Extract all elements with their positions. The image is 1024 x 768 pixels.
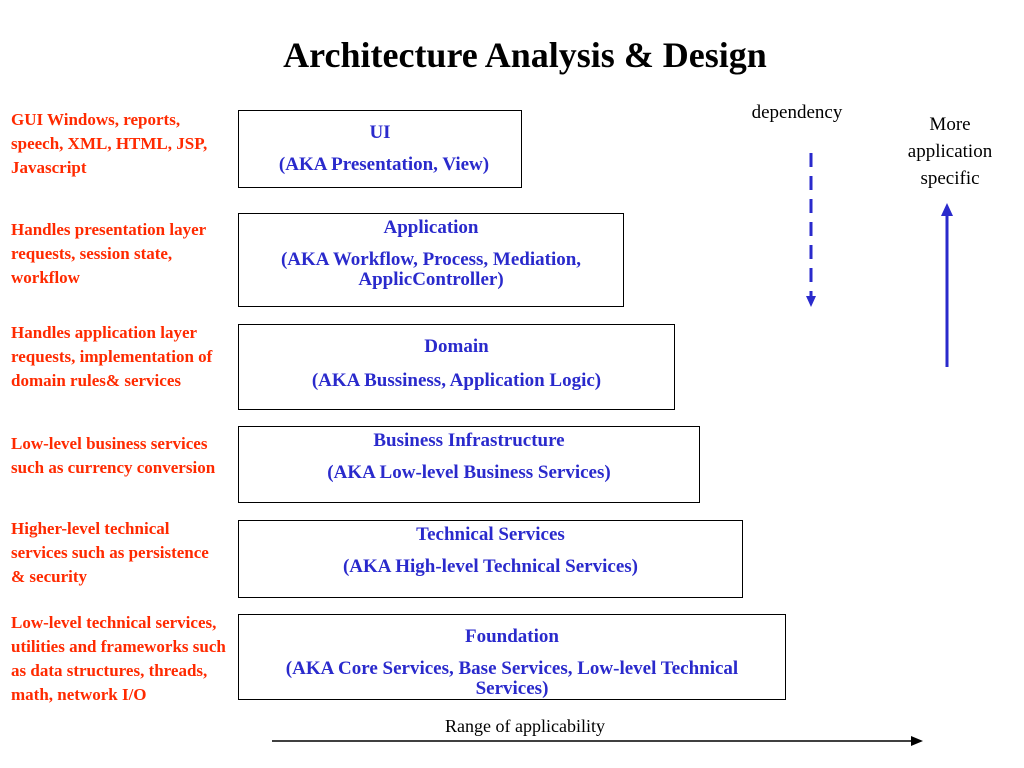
page-title: Architecture Analysis & Design [283, 35, 767, 75]
layer-name: UI [369, 122, 391, 143]
dependency-label: dependency [751, 102, 843, 123]
layer-description-foundation: Low-level technical services, utilities and frameworks such as data structures, threads, math, network I/O [11, 613, 226, 704]
layer-description-business-infrastructure: Low-level business services such as currency conversion [11, 434, 216, 477]
layer-aka: (AKA Low-level Business Services) [327, 462, 611, 483]
range-label: Range of applicability [445, 716, 605, 736]
layer-description-application: Handles presentation layer requests, session state, workflow [11, 220, 206, 287]
application-specific-label: More application specific [907, 114, 993, 189]
layer-description-domain: Handles application layer requests, implementation of domain rules& services [11, 323, 213, 390]
range-arrow-icon [272, 736, 923, 746]
layer-name: Application [383, 217, 479, 238]
layer-name: Business Infrastructure [373, 430, 565, 451]
dependency-arrow-icon [806, 153, 816, 307]
layer-aka: (AKA Presentation, View) [278, 154, 490, 175]
layer-name: Technical Services [416, 524, 565, 545]
layer-description-technical-services: Higher-level technical services such as persistence & security [11, 519, 209, 586]
layer-name: Domain [424, 336, 489, 357]
layer-description-ui: GUI Windows, reports, speech, XML, HTML, JSP, Javascript [11, 110, 208, 177]
layer-aka: (AKA Core Services, Base Services, Low-level Technical Services) [285, 658, 739, 699]
layer-aka: (AKA Workflow, Process, Mediation, ApplicController) [280, 249, 582, 290]
layer-aka: (AKA Bussiness, Application Logic) [311, 370, 602, 391]
up-arrow-icon [941, 203, 953, 367]
layer-aka: (AKA High-level Technical Services) [342, 556, 638, 577]
layer-name: Foundation [465, 626, 559, 647]
